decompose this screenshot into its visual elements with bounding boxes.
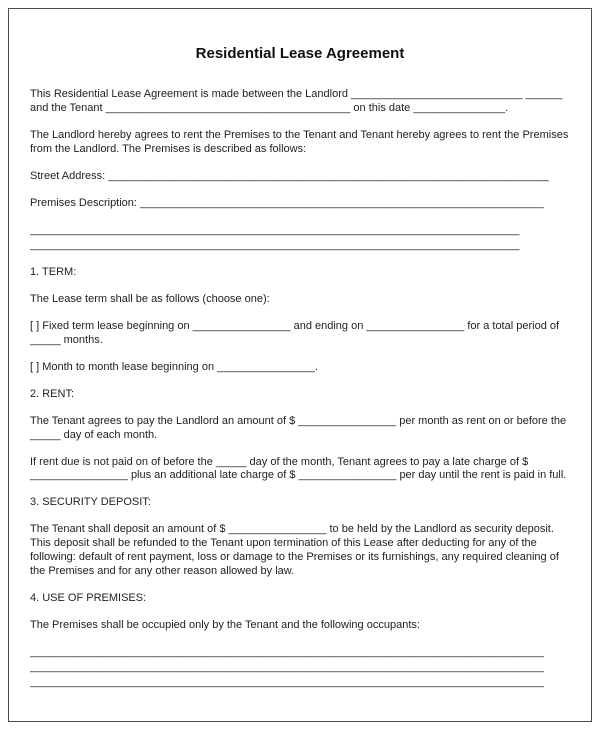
term-section-heading: 1. TERM: <box>30 265 77 278</box>
premises-description-blank-line: ________________________________________________________________________________ <box>30 223 520 236</box>
rent-payment-clause: The Tenant agrees to pay the Landlord an amount of $ ________________ per month as rent on or before the _____ day of each month. <box>30 414 567 441</box>
street-address-line: Street Address: ________________________________________________________________________ <box>30 169 549 182</box>
term-intro: The Lease term shall be as follows (choose one): <box>30 292 270 305</box>
premises-clause: The Landlord hereby agrees to rent the Premises to the Tenant and Tenant hereby agrees to rent the Premises from the Landlord. The Premises is described as follows: <box>30 128 569 155</box>
security-deposit-clause: The Tenant shall deposit an amount of $ ________________ to be held by the Landlord as security deposit. This deposit shall be refunded to the Tenant upon termination of this Lease after deducting for any of the following: default of rent payment, loss or damage to the Premises or its furnishings, any required cleaning of the Premises and for any other reason allowed by law. <box>30 523 559 578</box>
document-title: Residential Lease Agreement <box>195 45 405 62</box>
premises-description-blank-line: ________________________________________________________________________________ <box>30 238 520 251</box>
rent-section-heading: 2. RENT: <box>30 387 75 400</box>
premises-description-blank-lines <box>30 224 570 253</box>
occupant-blank-line: ____________________________________________________________________________________ <box>30 661 544 674</box>
intro-paragraph: This Residential Lease Agreement is made between the Landlord ____________________________ ______ and the Tenant ________________________________________ on this date _______________. <box>30 88 563 114</box>
use-of-premises-section-heading: 4. USE OF PREMISES: <box>30 592 147 605</box>
occupant-blank-lines <box>30 646 570 690</box>
occupant-blank-line: ____________________________________________________________________________________ <box>30 646 544 659</box>
premises-description-line: Premises Description: __________________________________________________________________ <box>30 196 544 209</box>
term-month-option: [ ] Month to month lease beginning on ________________. <box>30 360 319 373</box>
lease-agreement-page <box>8 8 592 722</box>
term-fixed-option: [ ] Fixed term lease beginning on ________________ and ending on ________________ for a total period of _____ months. <box>30 319 560 346</box>
occupant-blank-line: ____________________________________________________________________________________ <box>30 676 544 689</box>
security-deposit-section-heading: 3. SECURITY DEPOSIT: <box>30 496 151 509</box>
occupants-clause: The Premises shall be occupied only by the Tenant and the following occupants: <box>30 619 420 632</box>
rent-late-charge-clause: If rent due is not paid on of before the _____ day of the month, Tenant agrees to pay a late charge of $ ________________ plus an additional late charge of $ ________________ per day until the rent is paid in full. <box>30 455 567 482</box>
